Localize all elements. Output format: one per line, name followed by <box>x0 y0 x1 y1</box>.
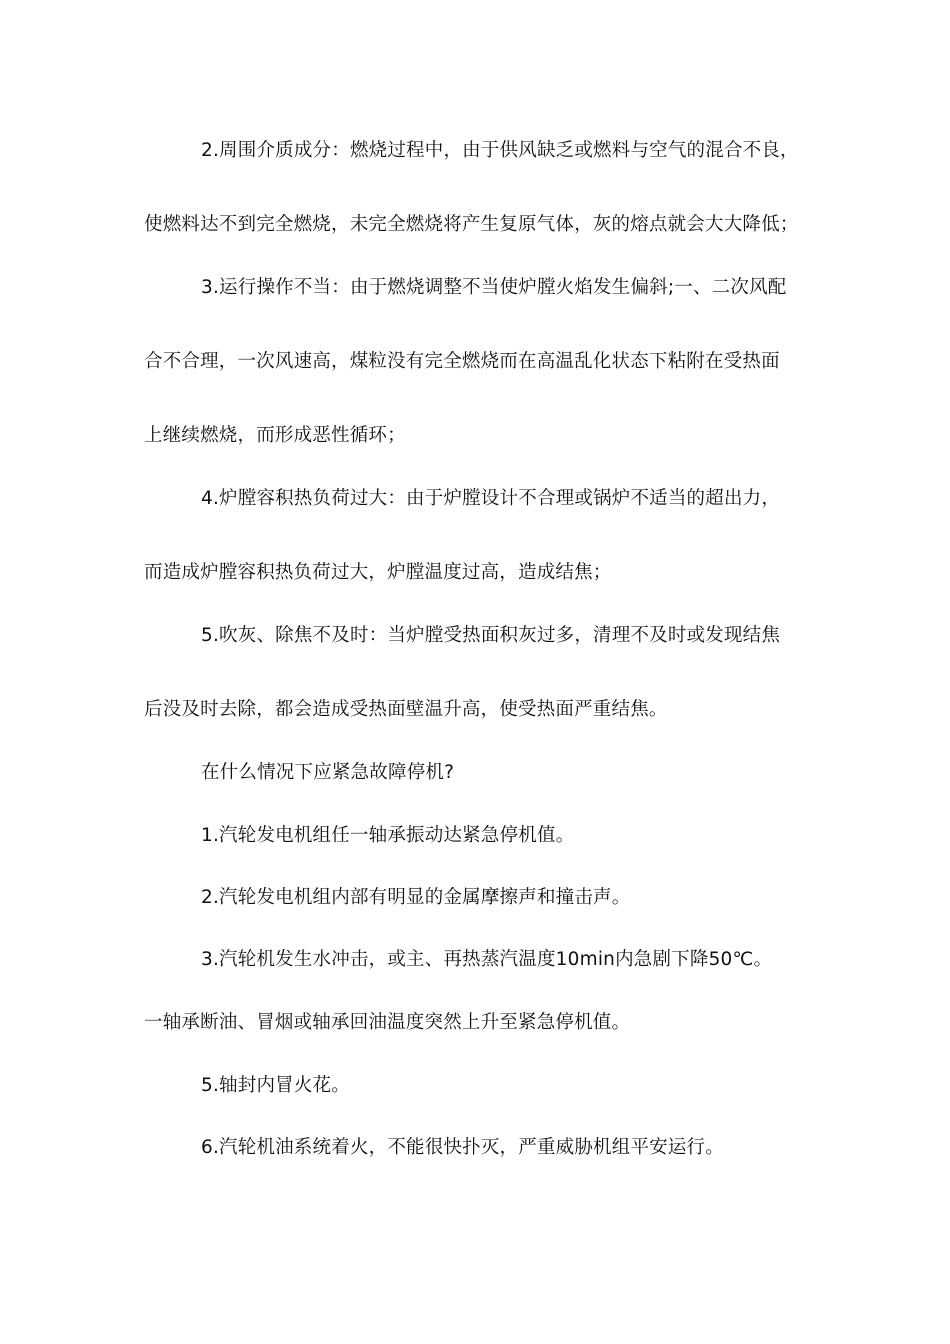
list-item: 一轴承断油、冒烟或轴承回油温度突然上升至紧急停机值。 <box>144 1012 631 1033</box>
paragraph-line: 5.吹灰、除焦不及时：当炉膛受热面积灰过多，清理不及时或发现结焦 <box>201 625 781 646</box>
paragraph-line: 2.周围介质成分：燃烧过程中，由于供风缺乏或燃料与空气的混合不良， <box>201 140 799 161</box>
paragraph-line: 上继续燃烧，而形成恶性循环； <box>144 425 406 446</box>
paragraph-line: 使燃料达不到完全燃烧，未完全燃烧将产生复原气体，灰的熔点就会大大降低； <box>144 214 799 235</box>
list-item: 1.汽轮发电机组任一轴承振动达紧急停机值。 <box>201 825 575 846</box>
list-item: 6.汽轮机油系统着火，不能很快扑灭，严重威胁机组平安运行。 <box>201 1137 724 1158</box>
paragraph-line: 合不合理，一次风速高，煤粒没有完全燃烧而在高温乱化状态下粘附在受热面 <box>144 351 780 372</box>
list-item: 2.汽轮发电机组内部有明显的金属摩擦声和撞击声。 <box>201 887 631 908</box>
paragraph-line: 4.炉膛容积热负荷过大：由于炉膛设计不合理或锅炉不适当的超出力， <box>201 488 781 509</box>
paragraph-line: 而造成炉膛容积热负荷过大，炉膛温度过高，造成结焦； <box>144 562 612 583</box>
list-item: 5.轴封内冒火花。 <box>201 1075 350 1096</box>
paragraph-line: 3.运行操作不当：由于燃烧调整不当使炉膛火焰发生偏斜;一、二次风配 <box>201 277 787 298</box>
paragraph-line: 后没及时去除，都会造成受热面壁温升高，使受热面严重结焦。 <box>144 699 668 720</box>
list-item: 3.汽轮机发生水冲击，或主、再热蒸汽温度10min内急剧下降50℃。 <box>201 949 773 970</box>
section-question: 在什么情况下应紧急故障停机? <box>201 762 455 783</box>
